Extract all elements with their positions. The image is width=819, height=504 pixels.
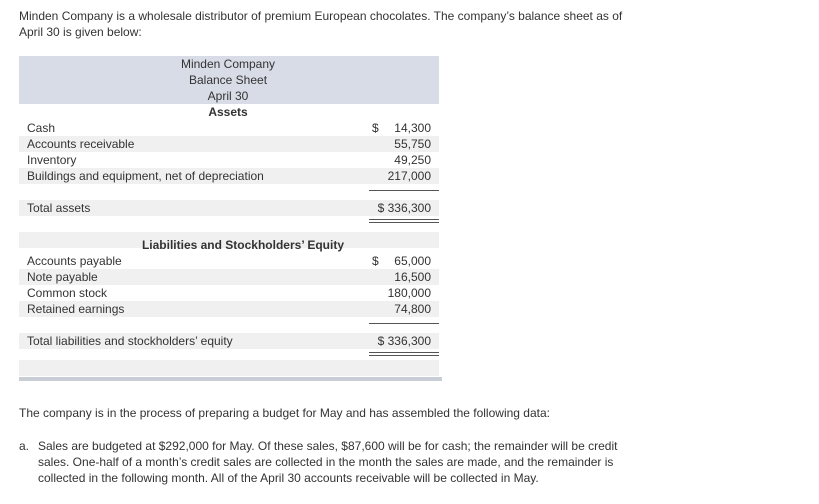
budget-paragraph: The company is in the process of preparing a budget for May and has assembled the following data:: [19, 406, 550, 420]
double-rule-top: [369, 352, 439, 353]
double-rule-bottom: [369, 355, 439, 356]
row-label: Retained earnings: [27, 302, 125, 316]
dollar-sign: $: [372, 254, 379, 268]
row-value: 74,800: [394, 302, 431, 316]
dollar-sign: $: [372, 121, 379, 135]
double-rule-top: [369, 219, 439, 220]
assets-heading: Assets: [208, 105, 248, 119]
spacer-row: [19, 317, 439, 333]
item-marker: a.: [19, 439, 30, 453]
row-value: 14,300: [394, 121, 431, 135]
row-label: Inventory: [27, 153, 77, 167]
row-value: 65,000: [394, 254, 431, 268]
table-row: [19, 136, 439, 152]
row-label: Buildings and equipment, net of depreciation: [27, 169, 264, 183]
statement-title: Balance Sheet: [188, 73, 268, 87]
table-row: [19, 285, 439, 301]
table-row: [19, 253, 439, 269]
row-label: Total assets: [27, 201, 91, 215]
row-value: 49,250: [394, 153, 431, 167]
company-name: Minden Company: [180, 57, 276, 71]
row-label: Total liabilities and stockholders’ equity: [27, 334, 233, 348]
liabilities-heading: Liabilities and Stockholders’ Equity: [141, 238, 344, 252]
row-label: Accounts receivable: [27, 137, 135, 151]
table-row: [19, 168, 439, 184]
subtotal-rule: [369, 190, 439, 191]
double-rule-bottom: [369, 222, 439, 223]
table-row: [19, 152, 439, 168]
row-value: $ 336,300: [377, 334, 431, 348]
row-label: Common stock: [27, 286, 108, 300]
row-value: $ 336,300: [377, 201, 431, 215]
total-liabilities-row: [19, 333, 439, 349]
intro-text: Minden Company is a wholesale distributor of premium European chocolates. The company’s balance sheet as of April 30 is given below:: [19, 9, 623, 39]
row-label: Cash: [27, 121, 56, 135]
subtotal-rule: [369, 323, 439, 324]
row-value: 55,750: [394, 137, 431, 151]
table-bottom-border: [19, 377, 442, 381]
row-label: Accounts payable: [27, 254, 122, 268]
spacer-row: [19, 360, 439, 376]
table-row: [19, 301, 439, 317]
row-label: Note payable: [27, 270, 98, 284]
statement-date: April 30: [207, 89, 249, 103]
item-text: Sales are budgeted at $292,000 for May. Of these sales, $87,600 will be for cash; the remainder will be credit sales. One-half of a month’s credit sales are collected in the month the sales are made, and the remainder is collected in the following month. All of the April 30 accounts receivable will be collected in May.: [38, 439, 618, 485]
row-value: 16,500: [394, 270, 431, 284]
total-assets-row: [19, 200, 439, 216]
row-value: 180,000: [387, 286, 431, 300]
table-row: [19, 269, 439, 285]
spacer-row: [19, 184, 439, 200]
table-row: [19, 120, 439, 136]
row-value: 217,000: [387, 169, 431, 183]
